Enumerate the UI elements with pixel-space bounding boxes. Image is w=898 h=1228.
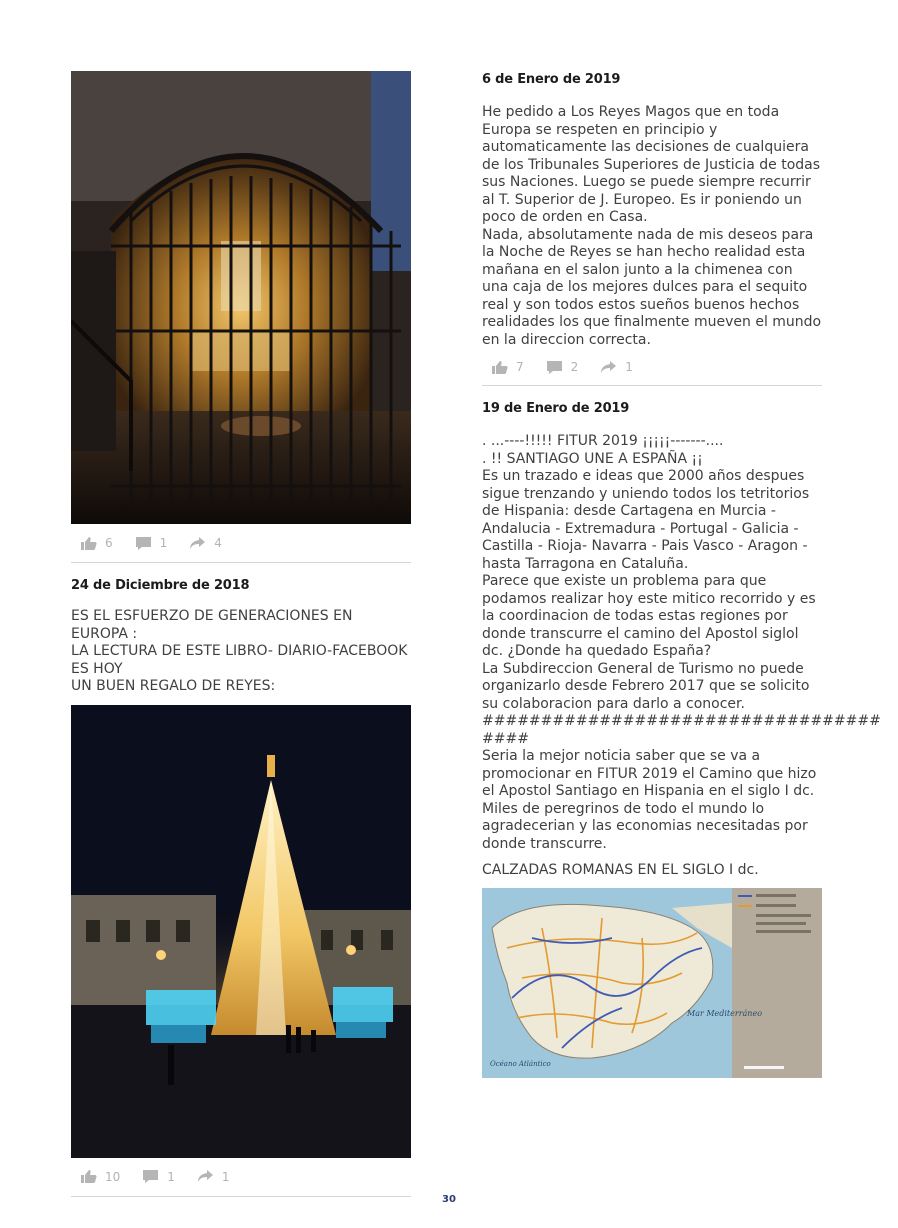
post-date: 24 de Diciembre de 2018: [71, 578, 250, 593]
left-column: [71, 71, 411, 1197]
like-count: 7: [516, 360, 524, 374]
share-icon: [189, 536, 206, 551]
comment-icon: [135, 536, 152, 551]
thumbs-up-icon: [80, 1169, 97, 1184]
like-button[interactable]: [491, 360, 524, 375]
like-button[interactable]: [80, 1169, 120, 1184]
post-body: He pedido a Los Reyes Magos que en toda Europa se respeten en principio y automaticamente las decisiones de cualquiera de los Tribunales Superiores de Justicia de todas sus Naciones. Luego se puede siempre recurrir al T. Superior de J. Europeo. Es ir poniendo un poco de orden en Casa. Nada, absolutamente nada de mis deseos para la Noche de Reyes se han hecho realidad esta mañana en el salon junto a la chimenea con una caja de los mejores dulces para el sequito real y son todos estos sueños buenos hechos realidades los que finalmente mueven el mundo en la direccion correcta.: [482, 104, 822, 348]
roman-roads-map-image: [482, 888, 822, 1078]
post-stats: [71, 524, 411, 563]
post-date: 6 de Enero de 2019: [482, 72, 621, 87]
share-button[interactable]: [600, 360, 633, 375]
share-count: 1: [221, 1169, 230, 1184]
post-stats: [71, 1158, 411, 1197]
share-icon: [197, 1169, 214, 1184]
comment-button[interactable]: [546, 360, 579, 375]
comment-icon: [142, 1169, 159, 1184]
share-button[interactable]: [189, 536, 222, 551]
comment-count: 1: [159, 536, 168, 550]
like-button[interactable]: [80, 536, 113, 551]
church-altar-photo: [71, 71, 411, 524]
comment-button[interactable]: [142, 1169, 175, 1184]
right-column: [482, 68, 881, 1078]
christmas-tree-photo: [71, 705, 411, 1158]
map-caption: CALZADAS ROMANAS EN EL SIGLO I dc.: [482, 862, 759, 878]
share-count: 1: [625, 360, 633, 374]
ocean-label: Océano Atlántico: [490, 1059, 551, 1068]
post-body: . ...----!!!!! FITUR 2019 ¡¡¡¡¡-------.... . !! SANTIAGO UNE A ESPAÑA ¡¡ Es un trazado e ideas que 2000 años despues sigue trenzando y uniendo todos los tetritorios de Hispania: desde Cartagena en Murcia - Andalucia - Extremadura - Portugal - Galicia - Castilla - Rioja- Navarra - Pais Vasco - Aragon - hasta Tarragona en Cataluña. Parece que existe un problema para que podamos realizar hoy este mitico recorrido y es la coordinacion de todas estas regiones por donde transcurre el camino del Apostol siglol dc. ¿Donde ha quedado España? La Subdireccion General de Turismo no puede organizarlo desde Febrero 2017 que se solicito su colaboracion para darlo a conocer. ################################## #### Seria la mejor noticia saber que se va a promocionar en FITUR 2019 el Camino que hizo el Apostol Santiago en Hispania en el siglo I dc. Miles de peregrinos de todo el mundo lo agradecerian y las economias necesitadas por donde transcurre.: [482, 433, 881, 852]
like-count: 10: [105, 1169, 121, 1184]
post-body: ES EL ESFUERZO DE GENERACIONES EN EUROPA : LA LECTURA DE ESTE LIBRO- DIARIO-FACEBOOK ES HOY UN BUEN REGALO DE REYES:: [71, 608, 408, 694]
like-count: 6: [105, 536, 113, 550]
share-button[interactable]: [197, 1169, 230, 1184]
comment-count: 2: [570, 360, 579, 374]
church-altar-image: [71, 71, 411, 524]
christmas-tree-image: [71, 705, 411, 1158]
thumbs-up-icon: [80, 536, 97, 551]
sea-label: Mar Mediterráneo: [687, 1008, 763, 1018]
page-number: 30: [442, 1194, 456, 1205]
post-date: 19 de Enero de 2019: [482, 401, 630, 416]
comment-count: 1: [167, 1169, 175, 1184]
roman-roads-map: [482, 888, 822, 1078]
comment-button[interactable]: [135, 536, 168, 551]
comment-icon: [546, 360, 563, 375]
share-count: 4: [214, 536, 222, 550]
share-icon: [600, 360, 617, 375]
post-stats: [482, 349, 822, 386]
thumbs-up-icon: [491, 360, 508, 375]
